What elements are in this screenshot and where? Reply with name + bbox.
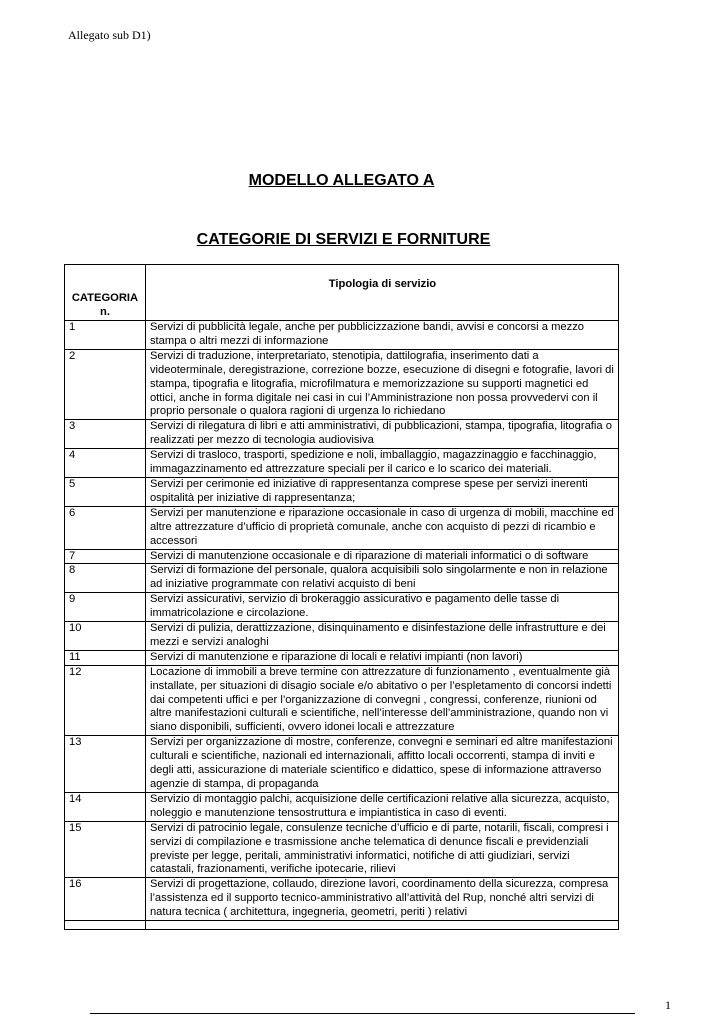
- header-note: Allegato sub D1): [68, 28, 151, 42]
- category-number: 16: [65, 878, 146, 921]
- header-category: [65, 265, 146, 321]
- document-title: MODELLO ALLEGATO A: [248, 172, 435, 189]
- table-row: [65, 349, 619, 420]
- header-category-line2: n.: [100, 306, 110, 319]
- footer-rule: [90, 1013, 635, 1014]
- table-body: [65, 321, 619, 930]
- table-row: [65, 665, 619, 736]
- table-row: [65, 449, 619, 478]
- categories-table: [64, 264, 619, 930]
- table-row: [65, 321, 619, 350]
- document-subtitle: CATEGORIE DI SERVIZI E FORNITURE: [196, 231, 491, 248]
- table-row: [65, 792, 619, 821]
- service-description: Servizi di manutenzione occasionale e di riparazione di materiali informatici o di software: [145, 549, 618, 564]
- empty-cell: [145, 921, 618, 930]
- service-description: Servizi assicurativi, servizio di brokeraggio assicurativo e pagamento delle tasse di immatricolazione e circolazione.: [145, 593, 618, 622]
- service-description: Servizi per manutenzione e riparazione occasionale in caso di urgenza di mobili, macchine ed altre attrezzature d’ufficio di proprietà comunale, anche con acquisto di pezzi di ricambio e accessori: [145, 506, 618, 549]
- category-number: 11: [65, 650, 146, 665]
- category-number: 9: [65, 593, 146, 622]
- service-description: Servizi di patrocinio legale, consulenze tecniche d’ufficio e di parte, notarili, fiscali, compresi i servizi di compilazione e trasmissione anche telematica di denunce fiscali e previdenziali previste per legge, peritali, amministrativi informatici, notifiche di atti giudiziari, servizi catastali, frazionamenti, verifiche ipotecarie, rilievi: [145, 821, 618, 878]
- service-description: Servizi di traduzione, interpretariato, stenotipia, dattilografia, inserimento dati a videoterminale, deregistrazione, correzione bozze, esecuzione di disegni e fotografie, lavori di stampa, tipografia e litografia, microfilmatura e memorizzazione su supporti magnetici ed ottici, anche in forma digitale nei casi in cui l’Amministrazione non possa provvedervi con il proprio personale o qualora ragioni di urgenza lo richiedano: [145, 349, 618, 420]
- table-row: [65, 736, 619, 793]
- table-row: [65, 593, 619, 622]
- category-number: 4: [65, 449, 146, 478]
- service-description: Servizi di pubblicità legale, anche per pubblicizzazione bandi, avvisi e concorsi a mezzo stampa o altri mezzi di informazione: [145, 321, 618, 350]
- service-description: Servizi di rilegatura di libri e atti amministrativi, di pubblicazioni, stampa, tipografia, litografia o realizzati per mezzo di tecnologia audiovisiva: [145, 420, 618, 449]
- service-description: Locazione di immobili a breve termine con attrezzature di funzionamento , eventualmente già installate, per situazioni di disagio sociale e/o abitativo o per l’espletamento di concorsi indetti dai competenti uffici e per l’organizzazione di convegni , congressi, conferenze, riunioni od altre manifestazioni culturali e scientifiche, nell’interesse dell’amministrazione, quando non vi siano disponibili, sufficienti, ovvero idonei locali e attrezzature: [145, 665, 618, 736]
- service-description: Servizi di manutenzione e riparazione di locali e relativi impianti (non lavori): [145, 650, 618, 665]
- table-header-row: [65, 265, 619, 321]
- service-description: Servizi di trasloco, trasporti, spedizione e noli, imballaggio, magazzinaggio e facchinaggio, immagazzinamento ed attrezzature speciali per il carico e lo scarico dei materiali.: [145, 449, 618, 478]
- page-number: 1: [665, 998, 671, 1012]
- service-description: Servizi di progettazione, collaudo, direzione lavori, coordinamento della sicurezza, compresa l’assistenza ed il supporto tecnico-amministrativo all’attività del Rup, nonché altri servizi di natura tecnica ( architettura, ingegneria, geometri, periti ) relativi: [145, 878, 618, 921]
- category-number: 7: [65, 549, 146, 564]
- header-type: Tipologia di servizio: [145, 265, 618, 321]
- table-row: [65, 821, 619, 878]
- category-number: 1: [65, 321, 146, 350]
- category-number: 5: [65, 477, 146, 506]
- table-row: [65, 506, 619, 549]
- table-row: [65, 878, 619, 921]
- table-row: [65, 420, 619, 449]
- category-number: 12: [65, 665, 146, 736]
- service-description: Servizio di montaggio palchi, acquisizione delle certificazioni relative alla sicurezza, acquisto, noleggio e manutenzione tensostruttura e impiantistica in caso di eventi.: [145, 792, 618, 821]
- service-description: Servizi per organizzazione di mostre, conferenze, convegni e seminari ed altre manifestazioni culturali e scientifiche, nazionali ed internazionali, affitto locali occorrenti, stampa di inviti e degli atti, assicurazione di materiale scientifico e didattico, spese di informazione attraverso agenzie di stampa, di propaganda: [145, 736, 618, 793]
- category-number: 6: [65, 506, 146, 549]
- category-number: 15: [65, 821, 146, 878]
- service-description: Servizi di formazione del personale, qualora acquisibili solo singolarmente e non in relazione ad iniziative programmate con relativi acquisto di beni: [145, 564, 618, 593]
- category-number: 3: [65, 420, 146, 449]
- category-number: 2: [65, 349, 146, 420]
- header-category-line1: CATEGORIA: [71, 292, 139, 305]
- service-description: Servizi di pulizia, derattizzazione, disinquinamento e disinfestazione delle infrastrutture e dei mezzi e servizi analoghi: [145, 622, 618, 651]
- table-row: [65, 564, 619, 593]
- category-number: 14: [65, 792, 146, 821]
- table-row: [65, 622, 619, 651]
- empty-cell: [65, 921, 146, 930]
- category-number: 8: [65, 564, 146, 593]
- service-description: Servizi per cerimonie ed iniziative di rappresentanza comprese spese per servizi inerenti ospitalità per iniziative di rappresentanza;: [145, 477, 618, 506]
- category-number: 10: [65, 622, 146, 651]
- category-number: 13: [65, 736, 146, 793]
- table-row-empty: [65, 921, 619, 930]
- table-row: [65, 650, 619, 665]
- table-row: [65, 549, 619, 564]
- table-row: [65, 477, 619, 506]
